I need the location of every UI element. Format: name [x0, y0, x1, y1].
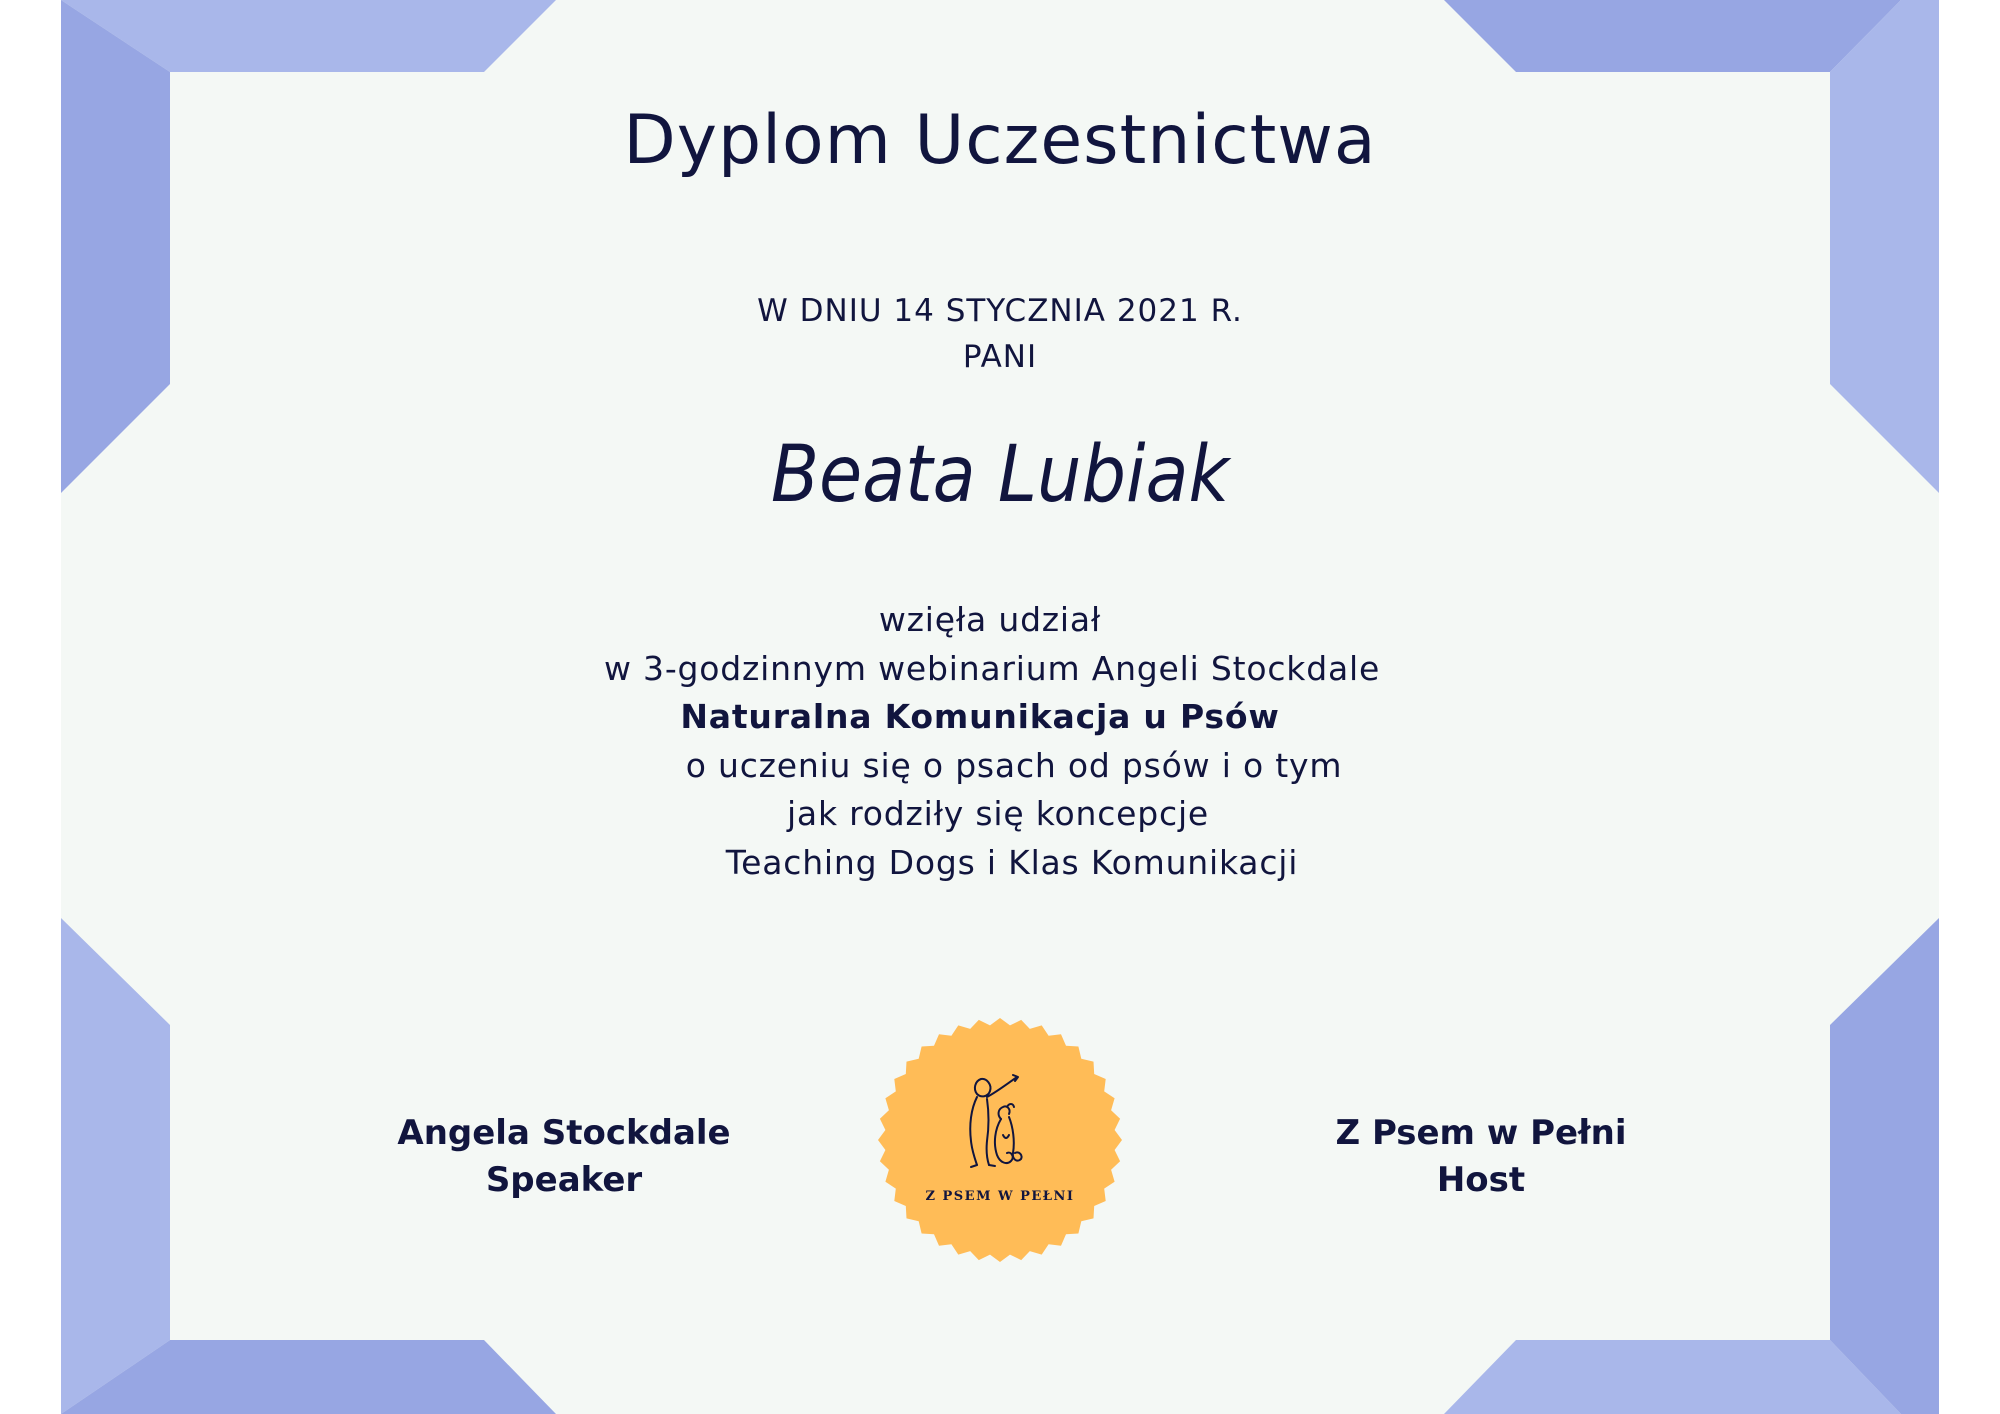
body-line-programs: Teaching Dogs i Klas Komunikacji — [725, 842, 1299, 882]
speaker-name: Angela Stockdale — [397, 1113, 731, 1153]
frame-corner-bottom-right-vertical — [1830, 918, 1939, 1414]
frame-corner-bottom-right-horizontal — [1444, 1340, 1901, 1414]
host-role: Host — [1436, 1160, 1526, 1200]
seal-starburst — [878, 1018, 1122, 1262]
speaker-role: Speaker — [485, 1160, 643, 1200]
certificate-title: Dyplom Uczestnictwa — [623, 101, 1377, 180]
certificate-body — [0, 596, 2000, 887]
body-line-topic: o uczeniu się o psach od psów i o tym — [685, 745, 1343, 785]
salutation: PANI — [962, 339, 1038, 375]
body-line-participation: wzięła udział — [878, 600, 1102, 639]
date-line: W DNIU 14 STYCZNIA 2021 R. — [757, 293, 1243, 329]
body-line-webinar: w 3-godzinnym webinarium Angeli Stockdale — [603, 648, 1381, 688]
frame-corner-top-left-vertical — [61, 0, 170, 493]
host-name: Z Psem w Pełni — [1335, 1113, 1627, 1153]
signature-host — [1231, 1110, 1731, 1204]
frame-corner-top-right-vertical — [1830, 0, 1939, 493]
seal-label: Z PSEM W PEŁNI — [925, 1189, 1075, 1204]
signature-speaker — [314, 1110, 814, 1204]
date-block — [0, 288, 2000, 380]
seal-badge — [877, 1017, 1123, 1263]
course-title: Naturalna Komunikacja u Psów — [680, 697, 1280, 736]
seal-graphic — [877, 1017, 1123, 1263]
body-line-concepts: jak rodziły się koncepcje — [786, 794, 1210, 833]
frame-corner-bottom-left-vertical — [61, 918, 170, 1414]
recipient-name: Beata Lubiak — [770, 430, 1230, 520]
frame-corner-top-right-horizontal — [1444, 0, 1901, 72]
